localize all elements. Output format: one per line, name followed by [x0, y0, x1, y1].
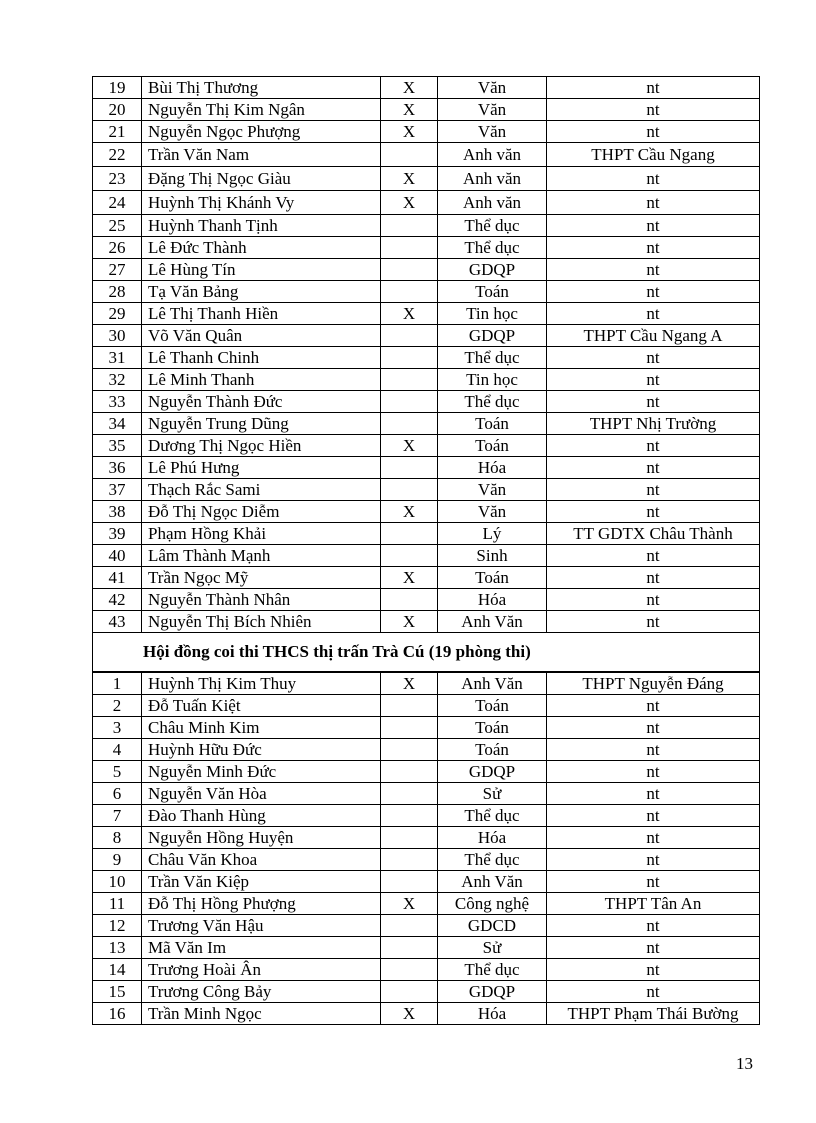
teacher-name-cell: Lê Thị Thanh Hiền — [142, 303, 381, 325]
teacher-name-cell: Trần Văn Nam — [142, 143, 381, 167]
school-unit-cell: nt — [547, 281, 760, 303]
teacher-name-cell: Trần Minh Ngọc — [142, 1003, 381, 1025]
subject-cell: Toán — [438, 435, 547, 457]
subject-cell: Thể dục — [438, 391, 547, 413]
row-number-cell: 21 — [93, 121, 142, 143]
teacher-name-cell: Huỳnh Thị Khánh Vy — [142, 191, 381, 215]
table-row — [93, 567, 760, 589]
school-unit-cell: nt — [547, 77, 760, 99]
subject-cell: Thể dục — [438, 959, 547, 981]
teacher-name-cell: Trương Hoài Ân — [142, 959, 381, 981]
row-number-cell: 5 — [93, 761, 142, 783]
row-number-cell: 34 — [93, 413, 142, 435]
teacher-name-cell: Trần Văn Kiệp — [142, 871, 381, 893]
school-unit-cell: nt — [547, 167, 760, 191]
female-mark-cell: X — [381, 501, 438, 523]
female-mark-cell — [381, 739, 438, 761]
row-number-cell: 33 — [93, 391, 142, 413]
teacher-name-cell: Nguyễn Ngọc Phượng — [142, 121, 381, 143]
female-mark-cell — [381, 959, 438, 981]
section-title: Hội đồng coi thi THCS thị trấn Trà Cú (19 phòng thi) — [93, 633, 760, 673]
female-mark-cell — [381, 347, 438, 369]
subject-cell: Hóa — [438, 1003, 547, 1025]
table-row — [93, 827, 760, 849]
teacher-name-cell: Phạm Hồng Khải — [142, 523, 381, 545]
row-number-cell: 14 — [93, 959, 142, 981]
teacher-name-cell: Trương Công Bảy — [142, 981, 381, 1003]
school-unit-cell: nt — [547, 303, 760, 325]
subject-cell: Hóa — [438, 589, 547, 611]
teacher-name-cell: Nguyễn Văn Hòa — [142, 783, 381, 805]
row-number-cell: 43 — [93, 611, 142, 633]
teacher-name-cell: Nguyễn Trung Dũng — [142, 413, 381, 435]
teacher-name-cell: Lâm Thành Mạnh — [142, 545, 381, 567]
subject-cell: Sử — [438, 937, 547, 959]
row-number-cell: 9 — [93, 849, 142, 871]
table-row — [93, 77, 760, 99]
row-number-cell: 12 — [93, 915, 142, 937]
subject-cell: Thể dục — [438, 237, 547, 259]
school-unit-cell: nt — [547, 871, 760, 893]
table-row — [93, 1003, 760, 1025]
row-number-cell: 35 — [93, 435, 142, 457]
female-mark-cell: X — [381, 167, 438, 191]
teacher-name-cell: Nguyễn Thị Kim Ngân — [142, 99, 381, 121]
subject-cell: GDQP — [438, 761, 547, 783]
teacher-name-cell: Lê Đức Thành — [142, 237, 381, 259]
subject-cell: Tin học — [438, 303, 547, 325]
school-unit-cell: nt — [547, 761, 760, 783]
school-unit-cell: THPT Nhị Trường — [547, 413, 760, 435]
school-unit-cell: nt — [547, 347, 760, 369]
table-row — [93, 391, 760, 413]
subject-cell: Sử — [438, 783, 547, 805]
subject-cell: Văn — [438, 77, 547, 99]
school-unit-cell: THPT Nguyễn Đáng — [547, 672, 760, 695]
row-number-cell: 13 — [93, 937, 142, 959]
school-unit-cell: nt — [547, 501, 760, 523]
female-mark-cell — [381, 479, 438, 501]
teacher-name-cell: Đỗ Thị Hồng Phượng — [142, 893, 381, 915]
subject-cell: Anh văn — [438, 143, 547, 167]
teacher-name-cell: Đỗ Tuấn Kiệt — [142, 695, 381, 717]
female-mark-cell: X — [381, 191, 438, 215]
row-number-cell: 31 — [93, 347, 142, 369]
school-unit-cell: THPT Phạm Thái Bường — [547, 1003, 760, 1025]
table-body-upper — [93, 77, 760, 633]
school-unit-cell: nt — [547, 611, 760, 633]
female-mark-cell: X — [381, 567, 438, 589]
table-row — [93, 369, 760, 391]
table-row — [93, 959, 760, 981]
subject-cell: Văn — [438, 121, 547, 143]
teacher-name-cell: Lê Hùng Tín — [142, 259, 381, 281]
table-row — [93, 325, 760, 347]
table-row — [93, 937, 760, 959]
subject-cell: Toán — [438, 695, 547, 717]
school-unit-cell: nt — [547, 215, 760, 237]
teacher-name-cell: Nguyễn Hồng Huyện — [142, 827, 381, 849]
table-row — [93, 303, 760, 325]
table-row — [93, 237, 760, 259]
female-mark-cell — [381, 849, 438, 871]
school-unit-cell: nt — [547, 237, 760, 259]
subject-cell: Toán — [438, 717, 547, 739]
row-number-cell: 24 — [93, 191, 142, 215]
table-row — [93, 167, 760, 191]
subject-cell: Thể dục — [438, 805, 547, 827]
subject-cell: Anh văn — [438, 167, 547, 191]
table-row — [93, 413, 760, 435]
school-unit-cell: nt — [547, 545, 760, 567]
teacher-name-cell: Bùi Thị Thương — [142, 77, 381, 99]
row-number-cell: 10 — [93, 871, 142, 893]
row-number-cell: 23 — [93, 167, 142, 191]
table-body-lower — [93, 672, 760, 1025]
female-mark-cell — [381, 413, 438, 435]
teacher-name-cell: Lê Phú Hưng — [142, 457, 381, 479]
row-number-cell: 41 — [93, 567, 142, 589]
page-number: 13 — [736, 1054, 753, 1073]
table-row — [93, 915, 760, 937]
table-row — [93, 545, 760, 567]
teacher-name-cell: Lê Thanh Chinh — [142, 347, 381, 369]
school-unit-cell: nt — [547, 717, 760, 739]
school-unit-cell: nt — [547, 121, 760, 143]
subject-cell: Tin học — [438, 369, 547, 391]
teacher-name-cell: Trương Văn Hậu — [142, 915, 381, 937]
table-row — [93, 611, 760, 633]
teacher-name-cell: Huỳnh Thanh Tịnh — [142, 215, 381, 237]
table-row — [93, 259, 760, 281]
female-mark-cell: X — [381, 77, 438, 99]
female-mark-cell: X — [381, 121, 438, 143]
female-mark-cell — [381, 915, 438, 937]
subject-cell: Văn — [438, 99, 547, 121]
table-row — [93, 805, 760, 827]
school-unit-cell: nt — [547, 981, 760, 1003]
subject-cell: Toán — [438, 567, 547, 589]
school-unit-cell: nt — [547, 739, 760, 761]
row-number-cell: 36 — [93, 457, 142, 479]
teacher-name-cell: Nguyễn Minh Đức — [142, 761, 381, 783]
row-number-cell: 1 — [93, 672, 142, 695]
subject-cell: Thể dục — [438, 347, 547, 369]
female-mark-cell — [381, 871, 438, 893]
table-row — [93, 589, 760, 611]
school-unit-cell: nt — [547, 849, 760, 871]
subject-cell: Hóa — [438, 457, 547, 479]
female-mark-cell: X — [381, 1003, 438, 1025]
school-unit-cell: nt — [547, 435, 760, 457]
row-number-cell: 25 — [93, 215, 142, 237]
row-number-cell: 19 — [93, 77, 142, 99]
subject-cell: GDQP — [438, 325, 547, 347]
row-number-cell: 38 — [93, 501, 142, 523]
teacher-name-cell: Đỗ Thị Ngọc Diễm — [142, 501, 381, 523]
school-unit-cell: nt — [547, 827, 760, 849]
table-row — [93, 143, 760, 167]
section-header-row — [93, 633, 760, 673]
school-unit-cell: nt — [547, 369, 760, 391]
school-unit-cell: nt — [547, 937, 760, 959]
subject-cell: Thể dục — [438, 215, 547, 237]
row-number-cell: 7 — [93, 805, 142, 827]
table-row — [93, 893, 760, 915]
row-number-cell: 42 — [93, 589, 142, 611]
table-row — [93, 717, 760, 739]
row-number-cell: 2 — [93, 695, 142, 717]
table-row — [93, 457, 760, 479]
school-unit-cell: nt — [547, 805, 760, 827]
subject-cell: Thể dục — [438, 849, 547, 871]
table-row — [93, 501, 760, 523]
teacher-name-cell: Huỳnh Hữu Đức — [142, 739, 381, 761]
teacher-name-cell: Lê Minh Thanh — [142, 369, 381, 391]
row-number-cell: 8 — [93, 827, 142, 849]
female-mark-cell — [381, 589, 438, 611]
female-mark-cell — [381, 237, 438, 259]
table-row — [93, 347, 760, 369]
table-row — [93, 523, 760, 545]
school-unit-cell: nt — [547, 99, 760, 121]
school-unit-cell: nt — [547, 695, 760, 717]
female-mark-cell — [381, 391, 438, 413]
school-unit-cell: THPT Cầu Ngang — [547, 143, 760, 167]
teacher-name-cell: Tạ Văn Bảng — [142, 281, 381, 303]
female-mark-cell — [381, 981, 438, 1003]
teacher-name-cell: Nguyễn Thị Bích Nhiên — [142, 611, 381, 633]
subject-cell: Văn — [438, 479, 547, 501]
row-number-cell: 6 — [93, 783, 142, 805]
female-mark-cell: X — [381, 303, 438, 325]
table-row — [93, 761, 760, 783]
subject-cell: Văn — [438, 501, 547, 523]
subject-cell: Toán — [438, 281, 547, 303]
teacher-name-cell: Châu Văn Khoa — [142, 849, 381, 871]
school-unit-cell: nt — [547, 783, 760, 805]
table-row — [93, 849, 760, 871]
table-row — [93, 739, 760, 761]
subject-cell: Anh Văn — [438, 611, 547, 633]
subject-cell: Hóa — [438, 827, 547, 849]
table-row — [93, 191, 760, 215]
subject-cell: Sinh — [438, 545, 547, 567]
row-number-cell: 40 — [93, 545, 142, 567]
female-mark-cell — [381, 717, 438, 739]
row-number-cell: 22 — [93, 143, 142, 167]
female-mark-cell: X — [381, 435, 438, 457]
female-mark-cell: X — [381, 893, 438, 915]
row-number-cell: 29 — [93, 303, 142, 325]
teacher-name-cell: Dương Thị Ngọc Hiền — [142, 435, 381, 457]
row-number-cell: 15 — [93, 981, 142, 1003]
female-mark-cell — [381, 143, 438, 167]
teacher-name-cell: Đào Thanh Hùng — [142, 805, 381, 827]
table-row — [93, 672, 760, 695]
school-unit-cell: THPT Tân An — [547, 893, 760, 915]
school-unit-cell: THPT Cầu Ngang A — [547, 325, 760, 347]
table-row — [93, 871, 760, 893]
subject-cell: Công nghệ — [438, 893, 547, 915]
row-number-cell: 16 — [93, 1003, 142, 1025]
female-mark-cell — [381, 457, 438, 479]
female-mark-cell — [381, 369, 438, 391]
teacher-name-cell: Võ Văn Quân — [142, 325, 381, 347]
table-row — [93, 479, 760, 501]
school-unit-cell: nt — [547, 259, 760, 281]
table-row — [93, 783, 760, 805]
subject-cell: Anh Văn — [438, 672, 547, 695]
table-row — [93, 695, 760, 717]
teacher-name-cell: Đặng Thị Ngọc Giàu — [142, 167, 381, 191]
table-row — [93, 121, 760, 143]
row-number-cell: 26 — [93, 237, 142, 259]
section-body — [93, 633, 760, 673]
table-row — [93, 981, 760, 1003]
teacher-name-cell: Châu Minh Kim — [142, 717, 381, 739]
female-mark-cell — [381, 259, 438, 281]
subject-cell: GDCD — [438, 915, 547, 937]
subject-cell: Anh Văn — [438, 871, 547, 893]
female-mark-cell — [381, 545, 438, 567]
female-mark-cell — [381, 325, 438, 347]
row-number-cell: 20 — [93, 99, 142, 121]
female-mark-cell — [381, 783, 438, 805]
teacher-name-cell: Mã Văn Im — [142, 937, 381, 959]
school-unit-cell: nt — [547, 191, 760, 215]
subject-cell: Lý — [438, 523, 547, 545]
subject-cell: Anh văn — [438, 191, 547, 215]
row-number-cell: 3 — [93, 717, 142, 739]
female-mark-cell — [381, 937, 438, 959]
teacher-name-cell: Nguyễn Thành Đức — [142, 391, 381, 413]
row-number-cell: 28 — [93, 281, 142, 303]
female-mark-cell — [381, 827, 438, 849]
school-unit-cell: nt — [547, 457, 760, 479]
teacher-name-cell: Nguyễn Thành Nhân — [142, 589, 381, 611]
female-mark-cell — [381, 523, 438, 545]
female-mark-cell: X — [381, 672, 438, 695]
school-unit-cell: nt — [547, 391, 760, 413]
school-unit-cell: TT GDTX Châu Thành — [547, 523, 760, 545]
school-unit-cell: nt — [547, 479, 760, 501]
table-row — [93, 99, 760, 121]
row-number-cell: 37 — [93, 479, 142, 501]
female-mark-cell — [381, 695, 438, 717]
row-number-cell: 11 — [93, 893, 142, 915]
subject-cell: GDQP — [438, 259, 547, 281]
row-number-cell: 39 — [93, 523, 142, 545]
table-row — [93, 215, 760, 237]
row-number-cell: 4 — [93, 739, 142, 761]
school-unit-cell: nt — [547, 915, 760, 937]
female-mark-cell — [381, 805, 438, 827]
table-row — [93, 435, 760, 457]
school-unit-cell: nt — [547, 589, 760, 611]
female-mark-cell — [381, 215, 438, 237]
subject-cell: Toán — [438, 739, 547, 761]
subject-cell: GDQP — [438, 981, 547, 1003]
school-unit-cell: nt — [547, 567, 760, 589]
school-unit-cell: nt — [547, 959, 760, 981]
row-number-cell: 27 — [93, 259, 142, 281]
row-number-cell: 32 — [93, 369, 142, 391]
female-mark-cell — [381, 761, 438, 783]
female-mark-cell: X — [381, 611, 438, 633]
teacher-name-cell: Huỳnh Thị Kim Thuy — [142, 672, 381, 695]
assignment-table — [92, 76, 760, 1025]
female-mark-cell — [381, 281, 438, 303]
row-number-cell: 30 — [93, 325, 142, 347]
teacher-name-cell: Thạch Rắc Sami — [142, 479, 381, 501]
table-row — [93, 281, 760, 303]
subject-cell: Toán — [438, 413, 547, 435]
female-mark-cell: X — [381, 99, 438, 121]
teacher-name-cell: Trần Ngọc Mỹ — [142, 567, 381, 589]
